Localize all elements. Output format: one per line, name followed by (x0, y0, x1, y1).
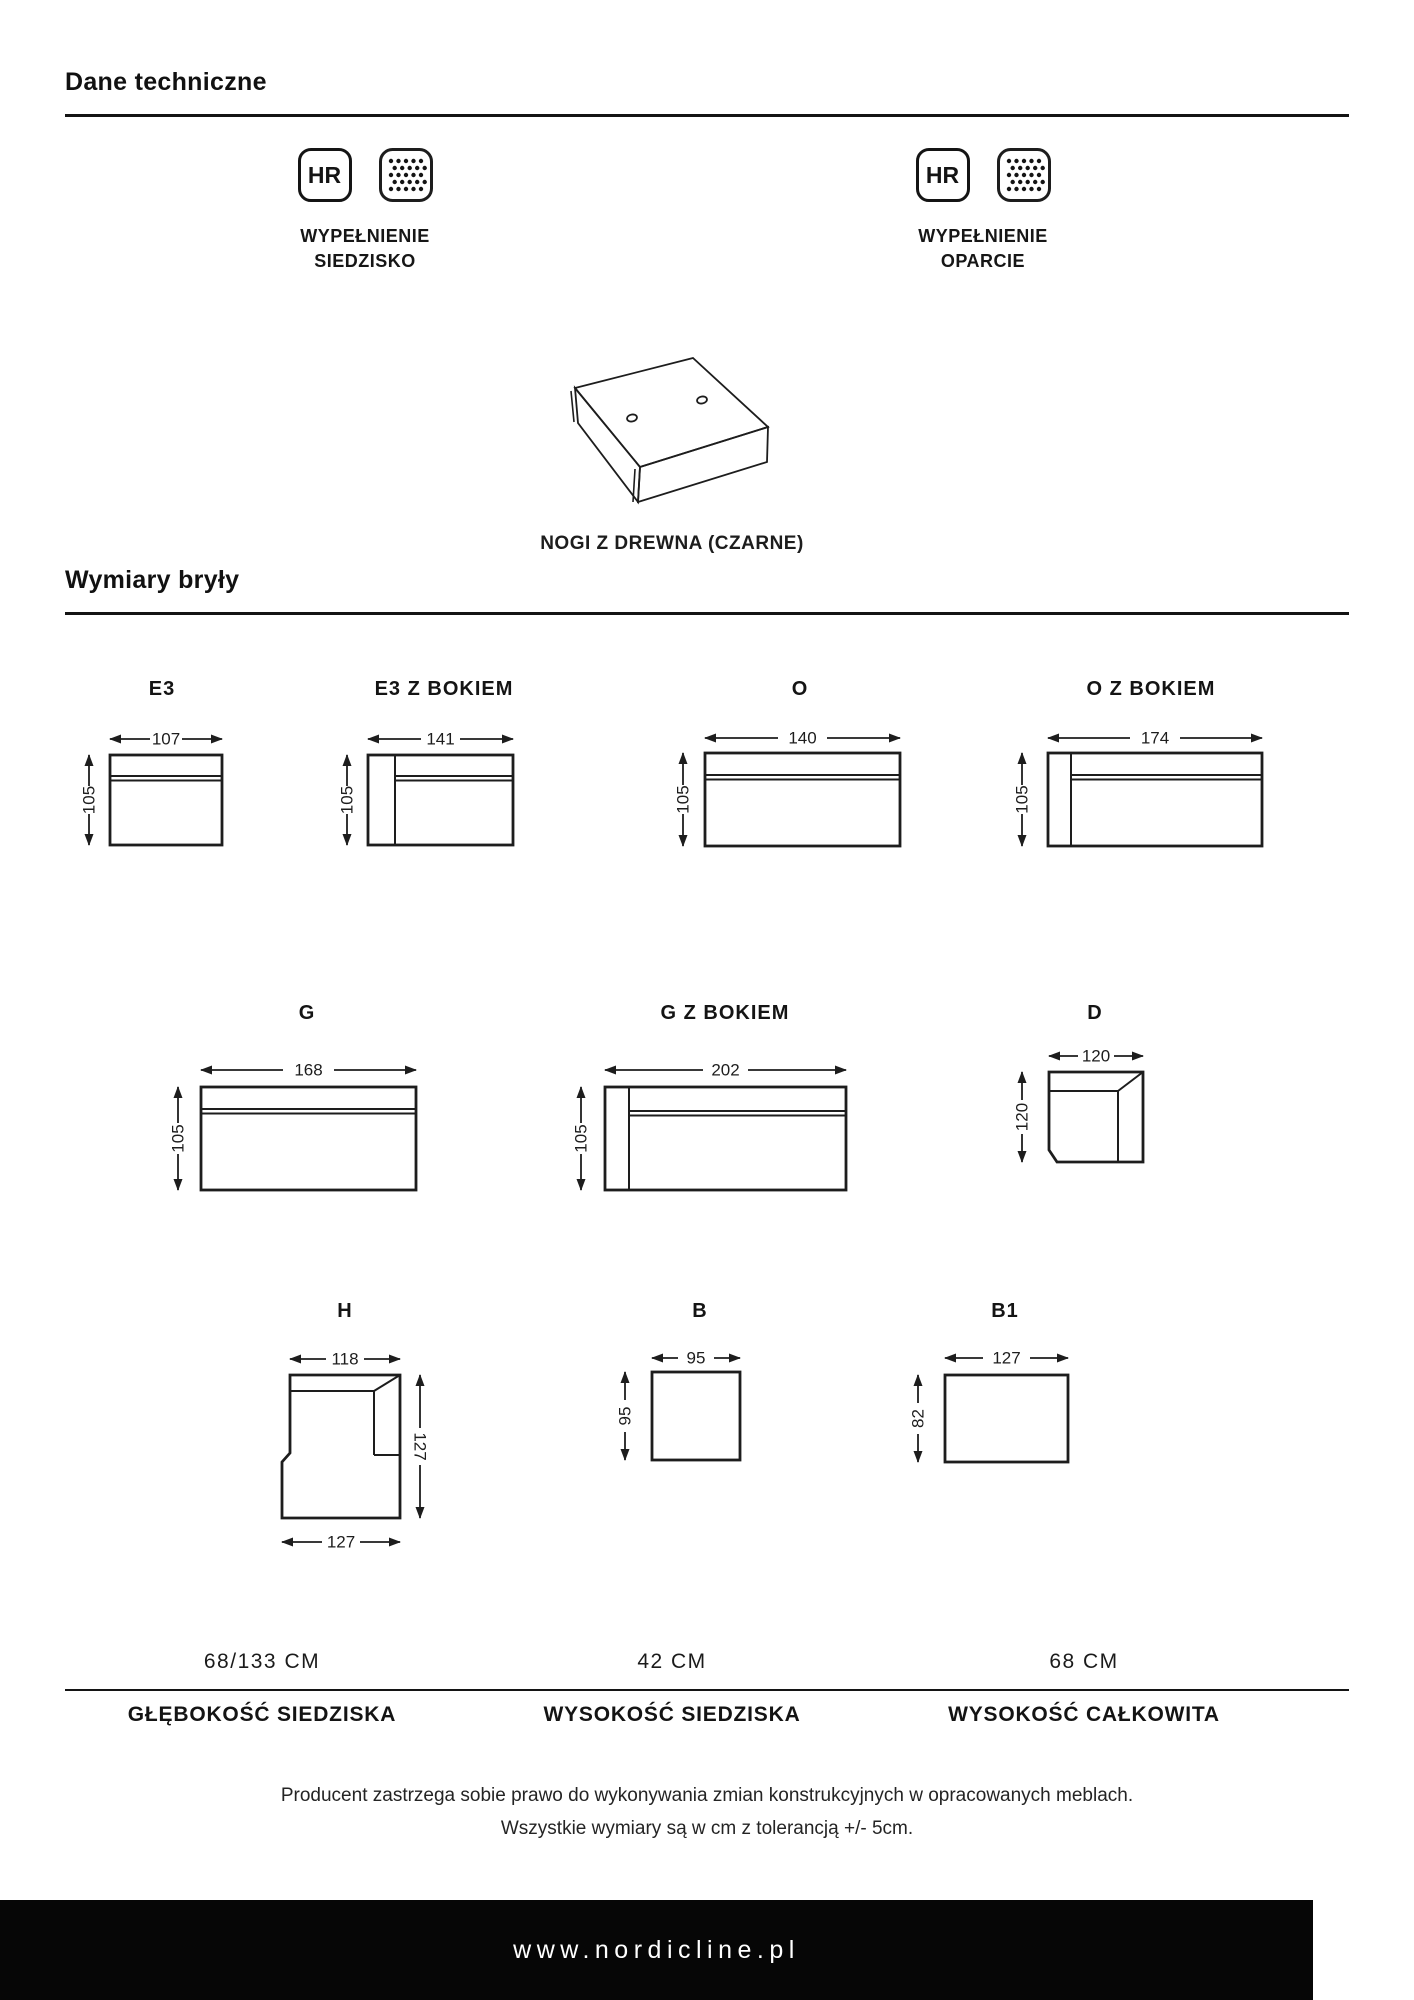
foam-dots-icon (997, 148, 1051, 202)
diagram-h-chaise (248, 1328, 443, 1563)
diagram-title-b: B (692, 1300, 708, 1322)
diagram-title-e3-z-bokiem: E3 Z BOKIEM (374, 678, 514, 700)
stat-total-height-label: WYSOKOŚĆ CAŁKOWITA (948, 1703, 1220, 1726)
svg-text:120: 120 (1081, 1046, 1111, 1066)
svg-text:118: 118 (331, 1349, 359, 1369)
diagram-b-pouf (608, 1328, 763, 1483)
diagram-e3-z-bokiem (333, 723, 538, 863)
legs-label: NOGI Z DREWNA (CZARNE) (540, 533, 804, 554)
disclaimer-line2: Wszystkie wymiary są w cm z tolerancją +/- 5cm. (500, 1818, 914, 1839)
stat-seat-height (512, 1650, 832, 1674)
svg-text:127: 127 (992, 1348, 1021, 1368)
section-title-technical: Dane techniczne (65, 68, 267, 96)
diagram-b1-pouf (898, 1328, 1093, 1483)
material-seat (245, 148, 485, 274)
diagram-d-corner (1008, 1038, 1173, 1183)
svg-text:105: 105 (571, 1124, 591, 1153)
stat-seat-depth (102, 1650, 422, 1674)
hr-foam-icon: HR (298, 148, 352, 202)
svg-text:168: 168 (294, 1060, 323, 1080)
disclaimer-line1: Producent zastrzega sobie prawo do wykonywania zmian konstrukcyjnych w opracowanych meblach. (280, 1785, 1134, 1806)
diagram-title-e3: E3 (148, 678, 176, 700)
footer-url[interactable]: www.nordicline.pl (513, 1935, 800, 1964)
divider-technical (65, 114, 1349, 117)
diagram-title-d: D (1087, 1002, 1103, 1024)
material-seat-label-line2: SIEDZISKO (314, 251, 416, 271)
material-backrest-label-line1: WYPEŁNIENIE (918, 226, 1048, 246)
stat-seat-height-value: 42 CM (637, 1650, 707, 1673)
diagram-g (163, 1053, 438, 1208)
material-backrest-label-line2: OPARCIE (940, 251, 1026, 271)
svg-text:105: 105 (1012, 785, 1032, 814)
svg-text:174: 174 (1140, 728, 1170, 748)
svg-text:105: 105 (79, 785, 99, 815)
svg-text:202: 202 (711, 1060, 740, 1080)
stat-total-height (924, 1650, 1244, 1674)
diagram-title-o-z-bokiem: O Z BOKIEM (1086, 678, 1216, 700)
svg-text:107: 107 (151, 729, 181, 749)
stat-seat-depth-value: 68/133 CM (203, 1650, 321, 1673)
stat-total-height-value: 68 CM (1049, 1650, 1119, 1673)
diagram-title-o: O (791, 678, 809, 700)
svg-text:95: 95 (686, 1348, 706, 1368)
svg-text:105: 105 (337, 785, 357, 815)
wooden-leg-drawing (555, 345, 790, 515)
stat-seat-height-label-wrap (512, 1703, 832, 1727)
svg-text:105: 105 (168, 1124, 188, 1153)
stat-total-height-label-wrap (924, 1703, 1244, 1727)
divider-stats (65, 1689, 1349, 1691)
diagram-o (668, 723, 923, 863)
diagram-e3 (75, 723, 245, 863)
diagram-title-b1: B1 (991, 1300, 1019, 1322)
stat-seat-depth-label: GŁĘBOKOŚĆ SIEDZISKA (127, 1703, 397, 1726)
svg-text:120: 120 (1012, 1102, 1032, 1132)
divider-dimensions (65, 612, 1349, 615)
diagram-title-g-z-bokiem: G Z BOKIEM (660, 1002, 790, 1024)
diagram-g-z-bokiem (568, 1053, 873, 1208)
material-backrest-label (918, 224, 1048, 274)
stat-seat-depth-label-wrap (102, 1703, 422, 1727)
foam-dots-icon (379, 148, 433, 202)
stat-seat-height-label: WYSOKOŚĆ SIEDZISKA (543, 1703, 801, 1726)
svg-text:140: 140 (788, 728, 817, 748)
svg-text:127: 127 (410, 1432, 430, 1461)
svg-text:82: 82 (908, 1409, 928, 1428)
svg-text:127: 127 (326, 1532, 356, 1552)
diagram-title-h: H (337, 1300, 353, 1322)
svg-text:141: 141 (426, 729, 455, 749)
footer-bar (0, 1900, 1313, 2000)
material-seat-label (300, 224, 430, 274)
material-seat-label-line1: WYPEŁNIENIE (300, 226, 430, 246)
diagram-o-z-bokiem (1010, 723, 1280, 863)
svg-text:95: 95 (615, 1406, 635, 1426)
diagram-title-g: G (298, 1002, 316, 1024)
hr-foam-icon: HR (916, 148, 970, 202)
section-title-dimensions: Wymiary bryły (65, 566, 240, 594)
svg-text:105: 105 (673, 785, 693, 814)
material-backrest (863, 148, 1103, 274)
